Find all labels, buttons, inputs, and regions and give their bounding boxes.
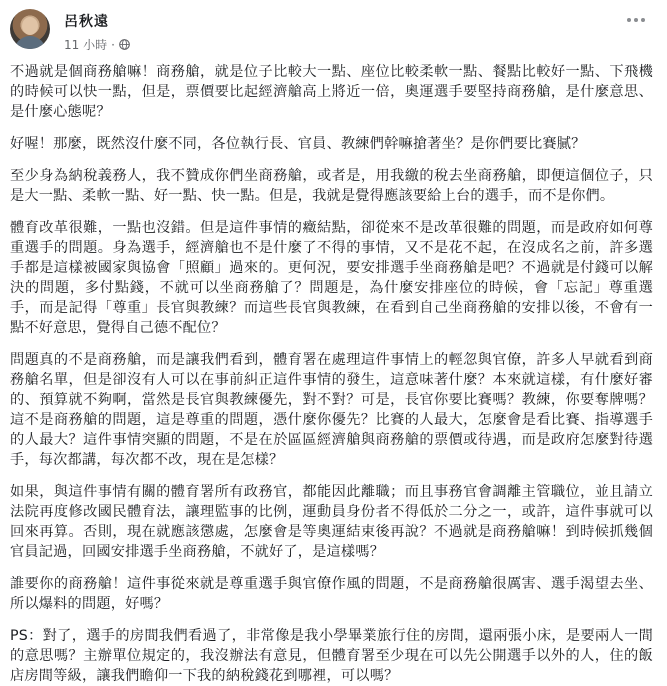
avatar-face bbox=[22, 17, 38, 35]
post-paragraph: 如果，與這件事情有關的體育署所有政務官，都能因此離職；而且事務官會調離主管職位，並且請立法院再度修改國民體育法，讓理監事的比例，運動員身份者不得低於二分之一，或許，這件事就可以回來再算。否則，現在就應該懲處，怎麼會是等奧運結束後再說？不過就是商務艙嘛！到時候抓幾個官員記過，回國安排選手坐商務艙，不就好了，是這樣嗎？ bbox=[10, 484, 653, 560]
post-paragraph: 至少身為納稅義務人，我不贊成你們坐商務艙，或者是，用我繳的稅去坐商務艙，即便這個位子，只是大一點、柔軟一點、好一點、快一點。但是，我就是覺得應該要給上台的選手，而不是你們。 bbox=[10, 168, 653, 204]
post-paragraph: 體育改革很難，一點也沒錯。但是這件事情的癥結點，卻從來不是改革很難的問題，而是政府如何尊重選手的問題。身為選手，經濟艙也不是什麼了不得的事情，又不是花不起，在沒成名之前，許多選手都是這樣被國家與協會「照顧」過來的。更何況，要安排選手坐商務艙是吧？不過就是付錢可以解決的問題，多付點錢，不就可以坐商務艙了？問題是，為什麼安排座位的時候，會「忘記」尊重選手，而是記得「尊重」長官與教練？而這些長官與教練，在看到自己坐商務艙的安排以後，不會有一點不好意思，覺得自己德不配位？ bbox=[10, 220, 653, 336]
post-paragraph: 問題真的不是商務艙，而是讓我們看到，體育署在處理這件事情上的輕忽與官僚，許多人早就看到商務艙名單，但是卻沒有人可以在事前糾正這件事情的發生，這意味著什麼？本來就這樣，有什麼好審的、預算就不夠啊，當然是長官與教練優先，對不對？可是，長官你要比賽嗎？教練，你要奪牌嗎？這不是商務艙的問題，這是尊重的問題，憑什麼你優先？比賽的人最大，怎麼會是看比賽、指導選手的人最大？這件事情突顯的問題，不是在於區區經濟艙與商務艙的票價或待遇，而是政府怎麼對待選手，每次都講，每次都不改，現在是怎樣？ bbox=[10, 352, 653, 468]
post-paragraph: 不過就是個商務艙嘛！商務艙，就是位子比較大一點、座位比較柔軟一點、餐點比較好一點、下飛機的時候可以快一點，但是，票價要比起經濟艙高上將近一倍，奧運選手要堅持商務艙，是什麼意思、是什麼心態呢？ bbox=[10, 64, 653, 120]
post-paragraph: 誰要你的商務艙！這件事從來就是尊重選手與官僚作風的問題，不是商務艙很厲害、選手渴望去坐、所以爆料的問題，好嗎？ bbox=[10, 576, 653, 612]
avatar-shoulders bbox=[14, 36, 46, 49]
post-paragraph: PS：對了，選手的房間我們看過了，非常像是我小學畢業旅行住的房間，還兩張小床，是要兩人一間的意思嗎？主辦單位規定的，我沒辦法有意見，但體育署至少現在可以先公開選手以外的人，住的飯店房間等級，讓我們瞻仰一下我的納稅錢花到哪裡，可以嗎？ bbox=[10, 628, 653, 684]
post-header bbox=[10, 8, 653, 58]
post-timestamp[interactable]: 11 小時 bbox=[64, 38, 108, 52]
separator-dot: · bbox=[111, 37, 115, 52]
globe-icon[interactable] bbox=[119, 39, 130, 50]
avatar[interactable] bbox=[10, 9, 50, 49]
author-name[interactable]: 呂秋遠 bbox=[64, 14, 109, 30]
post-body bbox=[10, 62, 653, 686]
more-horizontal-icon[interactable] bbox=[621, 10, 651, 30]
post-meta bbox=[64, 8, 130, 53]
post-subline bbox=[64, 36, 130, 53]
post-paragraph: 好喔！那麼，既然沒什麼不同，各位執行長、官員、教練們幹嘛搶著坐？是你們要比賽膩？ bbox=[10, 136, 586, 152]
